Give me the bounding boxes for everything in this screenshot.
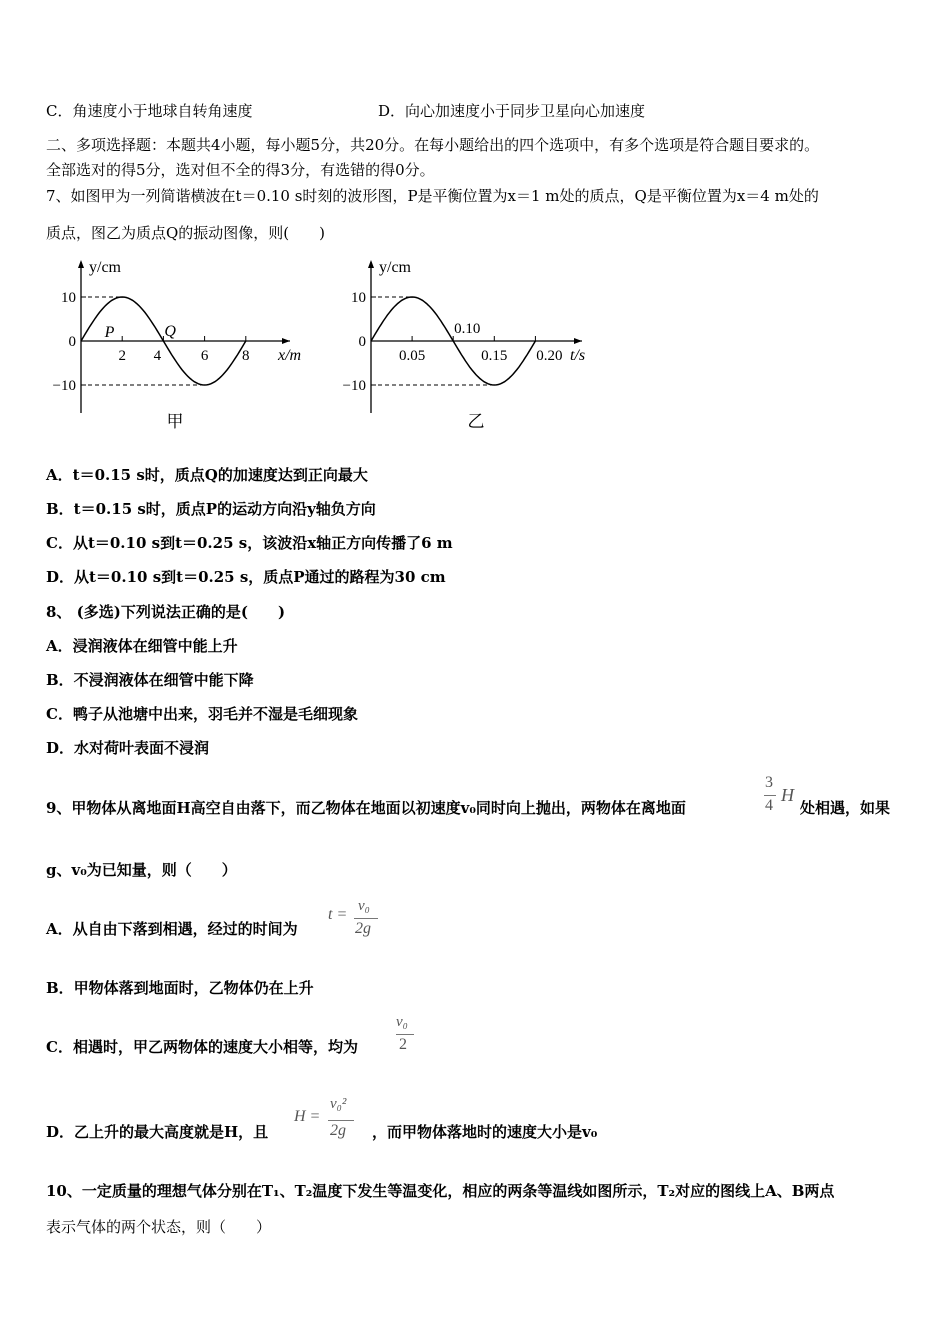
- jia-y-tick-label: 0: [68, 334, 76, 350]
- q9-stem-line1a: 9、甲物体从离地面H高空自由落下，而乙物体在地面以初速度v₀同时向上抛出，两物体在离地面: [46, 799, 686, 817]
- point-q-label: Q: [164, 323, 176, 340]
- q8-option-a: A．浸润液体在细管中能上升: [46, 637, 238, 655]
- jia-y-label: y/cm: [89, 259, 121, 276]
- yi-y-label: y/cm: [379, 259, 411, 276]
- yi-x-axis-arrow: [574, 338, 582, 344]
- yi-x-tick-label: 0.15: [481, 348, 508, 364]
- q7-stem-line2: 质点，图乙为质点Q的振动图像，则( ): [46, 224, 326, 242]
- yi-x-tick-label: 0.10: [454, 321, 481, 337]
- jia-x-label: x/m: [278, 347, 302, 364]
- q8-option-d: D．水对荷叶表面不浸润: [46, 739, 210, 757]
- yi-y-tick-label: 0: [358, 334, 366, 350]
- yi-y-axis-arrow: [368, 260, 374, 268]
- yi-x-tick-label: 0.05: [398, 348, 426, 364]
- yi-x-tick-label: 0.20: [536, 348, 563, 364]
- q10-stem-line1: 10、一定质量的理想气体分别在T₁、T₂温度下发生等温变化，相应的两条等温线如图所示，T₂对应的图线上A、B两点: [46, 1182, 835, 1200]
- fraction-three-quarters-h: 3 4 H: [765, 774, 794, 814]
- q8-option-b: B．不浸润液体在细管中能下降: [46, 671, 254, 689]
- q8-option-c: C．鸭子从池塘中出来，羽毛并不湿是毛细现象: [46, 705, 358, 723]
- jia-title: 甲: [166, 412, 184, 431]
- q9-option-d-part2: ，而甲物体落地时的速度大小是v₀: [372, 1123, 598, 1141]
- yi-y-tick-label: −10: [342, 378, 366, 394]
- formula-v0-over-2: v₀ 2: [394, 1014, 424, 1062]
- section2-heading-line1: 二、多项选择题：本题共4小题，每小题5分，共20分。在每小题给出的四个选项中，有多个选项是符合题目要求的。: [46, 136, 820, 154]
- q7-option-c: C．从t＝0.10 s到t＝0.25 s，该波沿x轴正方向传播了6 m: [46, 534, 453, 552]
- jia-y-axis-arrow: [78, 260, 84, 268]
- q7-stem-line1: 7、如图甲为一列简谐横波在t＝0.10 s时刻的波形图，P是平衡位置为x＝1 m处的质点，Q是平衡位置为x＝4 m处的: [46, 187, 819, 205]
- wave-chart-jia: [40, 252, 310, 437]
- section2-heading-line2: 全部选对的得5分，选对但不全的得3分，有选错的得0分。: [46, 161, 435, 179]
- q6-option-c: C．角速度小于地球自转角速度: [46, 102, 253, 120]
- formula-t-equals-v0-over-2g: t = v₀ 2g: [328, 898, 388, 946]
- q9-stem-line2: g、v₀为已知量，则（ ）: [46, 861, 237, 879]
- q6-option-d: D．向心加速度小于同步卫星向心加速度: [378, 102, 646, 120]
- q9-option-b: B．甲物体落到地面时，乙物体仍在上升: [46, 979, 314, 997]
- q10-stem-line2: 表示气体的两个状态，则（ ）: [46, 1218, 272, 1236]
- jia-y-tick-label: 10: [61, 290, 76, 306]
- point-p-label: P: [104, 323, 115, 341]
- vibration-chart-yi: [330, 252, 600, 437]
- q7-option-b: B．t＝0.15 s时，质点P的运动方向沿y轴负方向: [46, 500, 376, 518]
- jia-x-axis-arrow: [282, 338, 290, 344]
- q7-option-d: D．从t＝0.10 s到t＝0.25 s，质点P通过的路程为30 cm: [46, 568, 446, 586]
- q8-stem: 8、 (多选)下列说法正确的是( ): [46, 603, 286, 621]
- jia-y-tick-label: −10: [52, 378, 76, 394]
- yi-x-label: t/s: [570, 347, 586, 364]
- yi-title: 乙: [467, 412, 485, 431]
- q7-option-a: A．t＝0.15 s时，质点Q的加速度达到正向最大: [46, 466, 368, 484]
- formula-h-equals-v0sq-over-2g: H = v₀² 2g: [294, 1096, 366, 1148]
- yi-y-tick-label: 10: [351, 290, 366, 306]
- jia-x-tick-label: 8: [242, 348, 250, 364]
- jia-x-tick-label: 2: [118, 348, 126, 364]
- q9-option-c: C．相遇时，甲乙两物体的速度大小相等，均为: [46, 1038, 358, 1056]
- jia-x-tick-label: 4: [153, 348, 162, 364]
- q9-option-d-part1: D．乙上升的最大高度就是H，且: [46, 1123, 269, 1141]
- q9-option-a: A．从自由下落到相遇，经过的时间为: [46, 920, 298, 938]
- q9-stem-line1b: 处相遇，如果: [800, 799, 891, 817]
- jia-x-tick-label: 6: [200, 348, 209, 364]
